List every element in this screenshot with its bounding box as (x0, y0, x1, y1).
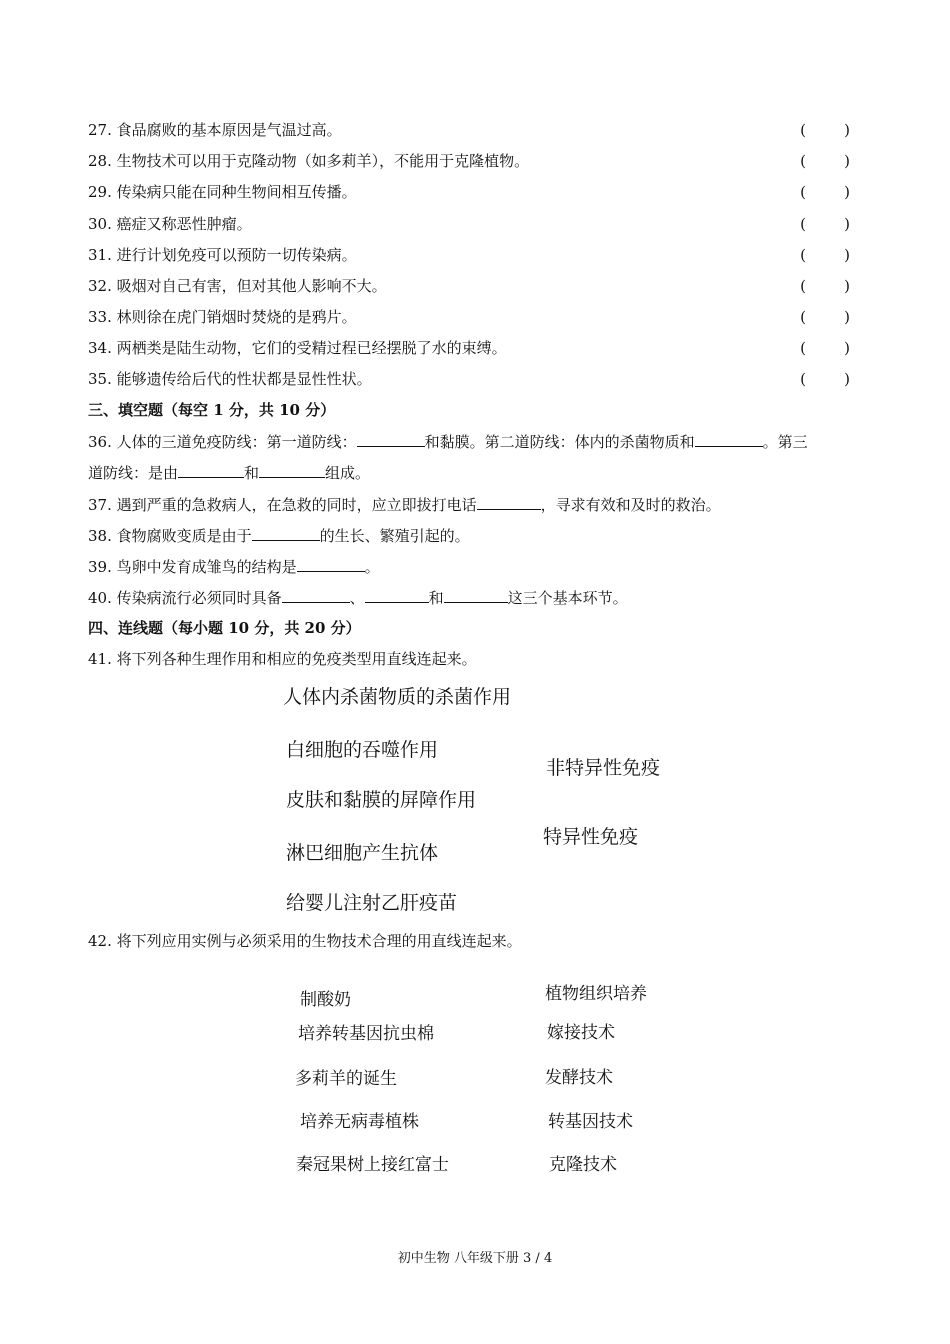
q41-right-item-2[interactable]: 特异性免疫 (543, 826, 639, 848)
q41-left-item-4[interactable]: 淋巴细胞产生抗体 (286, 842, 439, 864)
answer-blank[interactable] (477, 492, 541, 510)
answer-blank[interactable] (695, 429, 763, 447)
answer-parentheses: ( ) (800, 277, 850, 295)
answer-blank[interactable] (252, 523, 320, 541)
q42-right-item-5[interactable]: 克隆技术 (549, 1155, 617, 1175)
q42-left-item-1[interactable]: 制酸奶 (300, 990, 351, 1010)
tf-question-28 (88, 149, 850, 173)
tf-question-30 (88, 212, 850, 236)
question-38 (88, 523, 470, 548)
q37-text: 37. 遇到严重的急救病人，在急救的同时，应立即拔打电话 (88, 496, 477, 514)
answer-blank[interactable] (259, 460, 325, 478)
q36-text: 和黏膜。第二道防线：体内的杀菌物质和 (424, 433, 695, 451)
q40-text: 40. 传染病流行必须同时具备 (88, 589, 282, 607)
answer-parentheses: ( ) (800, 308, 850, 326)
answer-blank[interactable] (357, 429, 425, 447)
q42-right-item-3[interactable]: 发酵技术 (545, 1068, 613, 1088)
q37-text: ，寻求有效和及时的救治。 (540, 496, 721, 514)
answer-parentheses: ( ) (800, 215, 850, 233)
answer-blank[interactable] (444, 585, 508, 603)
answer-blank[interactable] (178, 460, 244, 478)
tf-question-34 (88, 336, 850, 360)
section-heading-matching: 四、连线题（每小题 10 分，共 20 分） (88, 619, 361, 637)
q36-text: 道防线：是由 (88, 464, 179, 482)
q38-text: 38. 食物腐败变质是由于 (88, 527, 252, 545)
tf-question-35 (88, 367, 850, 391)
section-heading-fill-in: 三、填空题（每空 1 分，共 10 分） (88, 401, 336, 419)
q42-left-item-5[interactable]: 秦冠果树上接红富士 (296, 1155, 449, 1175)
answer-blank[interactable] (297, 554, 365, 572)
question-39 (88, 554, 380, 579)
answer-blank[interactable] (282, 585, 350, 603)
q39-text: 。 (364, 558, 380, 576)
question-text: 27. 食品腐败的基本原因是气温过高。 (88, 121, 342, 139)
question-text: 35. 能够遗传给后代的性状都是显性性状。 (88, 370, 372, 388)
q42-right-item-1[interactable]: 植物组织培养 (545, 984, 647, 1004)
question-36-line-1 (88, 429, 808, 454)
q36-text: 组成。 (325, 464, 371, 482)
tf-question-32 (88, 274, 850, 298)
q40-text: 和 (428, 589, 444, 607)
answer-blank[interactable] (365, 585, 429, 603)
q36-text: 和 (244, 464, 260, 482)
question-37 (88, 492, 721, 517)
answer-parentheses: ( ) (800, 121, 850, 139)
question-text: 29. 传染病只能在同种生物间相互传播。 (88, 183, 357, 201)
page-footer: 初中生物 八年级下册 3 / 4 (397, 1251, 553, 1266)
q41-left-item-2[interactable]: 白细胞的吞噬作用 (286, 739, 439, 761)
question-text: 30. 癌症又称恶性肿瘤。 (88, 215, 252, 233)
tf-question-29 (88, 180, 850, 204)
question-36-line-2 (88, 460, 370, 485)
q36-text: 36. 人体的三道免疫防线：第一道防线： (88, 433, 357, 451)
answer-parentheses: ( ) (800, 152, 850, 170)
q41-right-item-1[interactable]: 非特异性免疫 (546, 757, 661, 779)
answer-parentheses: ( ) (800, 370, 850, 388)
answer-parentheses: ( ) (800, 246, 850, 264)
q38-text: 的生长、繁殖引起的。 (319, 527, 470, 545)
q41-left-item-1[interactable]: 人体内杀菌物质的杀菌作用 (283, 686, 512, 708)
question-42-prompt: 42. 将下列应用实例与必须采用的生物技术合理的用直线连起来。 (88, 932, 522, 950)
tf-question-31 (88, 243, 850, 267)
question-41-prompt: 41. 将下列各种生理作用和相应的免疫类型用直线连起来。 (88, 650, 477, 668)
answer-parentheses: ( ) (800, 183, 850, 201)
tf-question-33 (88, 305, 850, 329)
q41-left-item-3[interactable]: 皮肤和黏膜的屏障作用 (286, 789, 477, 811)
q41-left-item-5[interactable]: 给婴儿注射乙肝疫苗 (286, 892, 458, 914)
q36-text: 。第三 (762, 433, 808, 451)
question-text: 33. 林则徐在虎门销烟时焚烧的是鸦片。 (88, 308, 357, 326)
question-text: 32. 吸烟对自己有害，但对其他人影响不大。 (88, 277, 387, 295)
q39-text: 39. 鸟卵中发育成雏鸟的结构是 (88, 558, 297, 576)
q42-left-item-4[interactable]: 培养无病毒植株 (300, 1112, 419, 1132)
question-text: 28. 生物技术可以用于克隆动物（如多莉羊），不能用于克隆植物。 (88, 152, 530, 170)
question-text: 34. 两栖类是陆生动物，它们的受精过程已经摆脱了水的束缚。 (88, 339, 507, 357)
tf-question-27 (88, 118, 850, 142)
answer-parentheses: ( ) (800, 339, 850, 357)
q40-text: 、 (349, 589, 365, 607)
q42-left-item-2[interactable]: 培养转基因抗虫棉 (298, 1024, 434, 1044)
q42-right-item-4[interactable]: 转基因技术 (548, 1112, 633, 1132)
q42-right-item-2[interactable]: 嫁接技术 (547, 1023, 615, 1043)
question-40 (88, 585, 628, 610)
question-text: 31. 进行计划免疫可以预防一切传染病。 (88, 246, 357, 264)
q42-left-item-3[interactable]: 多莉羊的诞生 (295, 1069, 397, 1089)
q40-text: 这三个基本环节。 (507, 589, 628, 607)
